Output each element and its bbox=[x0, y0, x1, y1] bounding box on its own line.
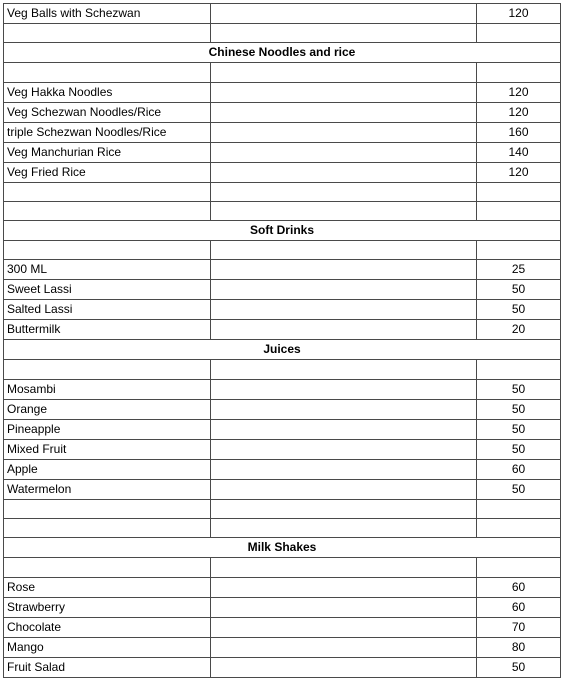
blank-cell bbox=[211, 558, 477, 577]
blank-row bbox=[4, 558, 561, 577]
item-note-cell bbox=[211, 300, 477, 320]
blank-cell bbox=[211, 241, 477, 260]
item-name: Mixed Fruit bbox=[4, 439, 211, 459]
menu-item-row bbox=[4, 122, 561, 142]
blank-cell bbox=[477, 558, 561, 577]
blank-cell bbox=[477, 24, 561, 43]
item-note-cell bbox=[211, 280, 477, 300]
item-name: Fruit Salad bbox=[4, 657, 211, 677]
menu-item-row bbox=[4, 162, 561, 182]
blank-cell bbox=[4, 63, 211, 82]
item-note-cell bbox=[211, 260, 477, 280]
blank-cell bbox=[477, 519, 561, 538]
item-note-cell bbox=[211, 577, 477, 597]
item-price: 120 bbox=[477, 82, 561, 102]
item-price: 70 bbox=[477, 617, 561, 637]
blank-cell bbox=[4, 182, 211, 201]
item-price: 140 bbox=[477, 142, 561, 162]
blank-row bbox=[4, 63, 561, 82]
menu-item-row bbox=[4, 260, 561, 280]
item-name: Veg Balls with Schezwan bbox=[4, 4, 211, 24]
item-note-cell bbox=[211, 82, 477, 102]
item-note-cell bbox=[211, 4, 477, 24]
item-price: 50 bbox=[477, 479, 561, 499]
item-price: 20 bbox=[477, 320, 561, 340]
blank-cell bbox=[4, 201, 211, 220]
menu-item-row bbox=[4, 479, 561, 499]
menu-item-row bbox=[4, 637, 561, 657]
item-name: Sweet Lassi bbox=[4, 280, 211, 300]
item-name: Veg Hakka Noodles bbox=[4, 82, 211, 102]
blank-cell bbox=[211, 182, 477, 201]
blank-cell bbox=[477, 182, 561, 201]
item-price: 120 bbox=[477, 4, 561, 24]
item-name: Rose bbox=[4, 577, 211, 597]
blank-cell bbox=[477, 499, 561, 518]
section-header-row bbox=[4, 221, 561, 241]
item-note-cell bbox=[211, 320, 477, 340]
blank-cell bbox=[4, 360, 211, 379]
item-note-cell bbox=[211, 459, 477, 479]
item-note-cell bbox=[211, 597, 477, 617]
item-price: 50 bbox=[477, 399, 561, 419]
item-price: 60 bbox=[477, 459, 561, 479]
item-price: 120 bbox=[477, 162, 561, 182]
blank-cell bbox=[4, 24, 211, 43]
menu-body bbox=[4, 4, 561, 678]
section-title: Chinese Noodles and rice bbox=[4, 43, 561, 63]
blank-row bbox=[4, 241, 561, 260]
item-price: 50 bbox=[477, 280, 561, 300]
menu-item-row bbox=[4, 280, 561, 300]
item-price: 120 bbox=[477, 102, 561, 122]
section-header-row bbox=[4, 340, 561, 360]
blank-cell bbox=[211, 24, 477, 43]
item-note-cell bbox=[211, 439, 477, 459]
item-name: Strawberry bbox=[4, 597, 211, 617]
blank-cell bbox=[477, 63, 561, 82]
blank-row bbox=[4, 201, 561, 220]
item-name: Veg Manchurian Rice bbox=[4, 142, 211, 162]
blank-cell bbox=[477, 241, 561, 260]
menu-item-row bbox=[4, 439, 561, 459]
blank-cell bbox=[4, 241, 211, 260]
blank-row bbox=[4, 519, 561, 538]
item-name: Apple bbox=[4, 459, 211, 479]
item-note-cell bbox=[211, 637, 477, 657]
menu-item-row bbox=[4, 82, 561, 102]
item-note-cell bbox=[211, 617, 477, 637]
blank-cell bbox=[211, 201, 477, 220]
menu-item-row bbox=[4, 102, 561, 122]
section-title: Soft Drinks bbox=[4, 221, 561, 241]
section-header-row bbox=[4, 538, 561, 558]
item-note-cell bbox=[211, 657, 477, 677]
item-name: Mango bbox=[4, 637, 211, 657]
menu-item-row bbox=[4, 300, 561, 320]
blank-row bbox=[4, 24, 561, 43]
item-note-cell bbox=[211, 479, 477, 499]
section-title: Milk Shakes bbox=[4, 538, 561, 558]
item-name: Mosambi bbox=[4, 379, 211, 399]
item-note-cell bbox=[211, 102, 477, 122]
item-name: triple Schezwan Noodles/Rice bbox=[4, 122, 211, 142]
menu-item-row bbox=[4, 320, 561, 340]
item-note-cell bbox=[211, 122, 477, 142]
item-price: 60 bbox=[477, 597, 561, 617]
item-note-cell bbox=[211, 162, 477, 182]
menu-item-row bbox=[4, 379, 561, 399]
blank-cell bbox=[4, 499, 211, 518]
item-price: 50 bbox=[477, 300, 561, 320]
item-name: Orange bbox=[4, 399, 211, 419]
blank-cell bbox=[211, 360, 477, 379]
item-price: 50 bbox=[477, 439, 561, 459]
section-title: Juices bbox=[4, 340, 561, 360]
item-name: Buttermilk bbox=[4, 320, 211, 340]
blank-row bbox=[4, 182, 561, 201]
item-name: Chocolate bbox=[4, 617, 211, 637]
item-price: 50 bbox=[477, 379, 561, 399]
item-note-cell bbox=[211, 379, 477, 399]
item-name: Salted Lassi bbox=[4, 300, 211, 320]
blank-cell bbox=[4, 558, 211, 577]
item-name: Veg Schezwan Noodles/Rice bbox=[4, 102, 211, 122]
blank-cell bbox=[477, 360, 561, 379]
menu-item-row bbox=[4, 142, 561, 162]
item-note-cell bbox=[211, 399, 477, 419]
menu-item-row bbox=[4, 4, 561, 24]
menu-item-row bbox=[4, 419, 561, 439]
item-name: 300 ML bbox=[4, 260, 211, 280]
item-price: 50 bbox=[477, 419, 561, 439]
item-price: 60 bbox=[477, 577, 561, 597]
blank-row bbox=[4, 499, 561, 518]
item-name: Watermelon bbox=[4, 479, 211, 499]
item-price: 80 bbox=[477, 637, 561, 657]
menu-item-row bbox=[4, 459, 561, 479]
item-note-cell bbox=[211, 142, 477, 162]
menu-item-row bbox=[4, 399, 561, 419]
item-name: Pineapple bbox=[4, 419, 211, 439]
menu-table bbox=[3, 3, 561, 678]
menu-item-row bbox=[4, 617, 561, 637]
section-header-row bbox=[4, 43, 561, 63]
item-price: 25 bbox=[477, 260, 561, 280]
blank-cell bbox=[211, 63, 477, 82]
blank-cell bbox=[211, 499, 477, 518]
menu-item-row bbox=[4, 657, 561, 677]
item-price: 160 bbox=[477, 122, 561, 142]
menu-item-row bbox=[4, 597, 561, 617]
blank-cell bbox=[211, 519, 477, 538]
menu-item-row bbox=[4, 577, 561, 597]
item-price: 50 bbox=[477, 657, 561, 677]
blank-row bbox=[4, 360, 561, 379]
item-name: Veg Fried Rice bbox=[4, 162, 211, 182]
blank-cell bbox=[477, 201, 561, 220]
item-note-cell bbox=[211, 419, 477, 439]
blank-cell bbox=[4, 519, 211, 538]
